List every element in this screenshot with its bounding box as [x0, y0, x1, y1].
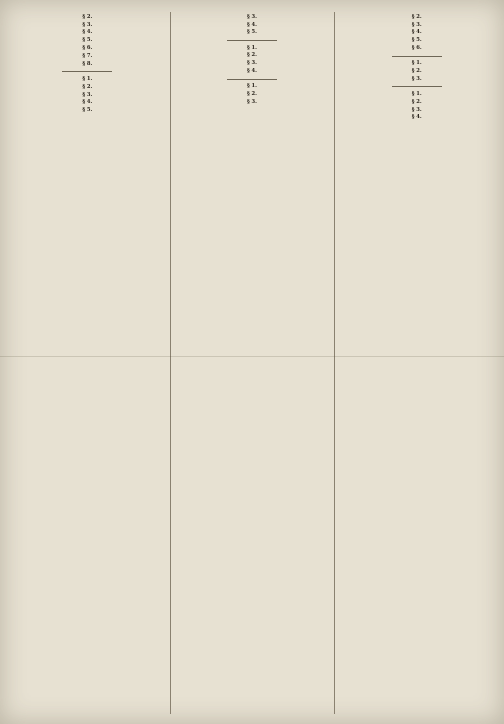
section-heading: § 3. [411, 106, 422, 113]
section-divider [227, 40, 277, 41]
column-1 [14, 12, 161, 714]
section-heading: § 1. [247, 83, 257, 90]
section-divider [392, 56, 442, 57]
page-fold [0, 356, 504, 357]
section-divider [227, 79, 277, 80]
section-heading: § 3. [247, 98, 257, 105]
column-2 [170, 12, 326, 714]
section-heading: § 2. [411, 98, 422, 105]
section-heading: § 6. [411, 45, 422, 52]
section-heading: § 8. [82, 60, 93, 67]
section-heading: § 1. [247, 44, 257, 51]
section-heading: § 3. [247, 13, 257, 20]
section-heading: § 6. [82, 45, 93, 52]
section-heading: § 4. [411, 29, 422, 36]
section-heading: § 7. [82, 53, 93, 60]
section-heading: § 3. [411, 75, 422, 82]
section-heading: § 1. [411, 60, 422, 67]
section-heading: § 3. [411, 21, 422, 28]
section-heading: § 2. [247, 90, 257, 97]
section-heading: § 2. [411, 68, 422, 75]
section-heading: § 3. [82, 21, 93, 28]
section-heading: § 5. [247, 29, 257, 36]
section-heading: § 1. [411, 90, 422, 97]
section-heading: § 4. [411, 114, 422, 121]
text-columns [14, 12, 490, 714]
section-heading: § 4. [82, 99, 93, 106]
column-3 [334, 12, 490, 714]
section-divider [62, 71, 112, 72]
section-heading: § 2. [247, 52, 257, 59]
section-heading: § 3. [247, 60, 257, 67]
section-heading: § 4. [247, 68, 257, 75]
section-heading: § 5. [411, 37, 422, 44]
section-divider [392, 86, 442, 87]
section-heading: § 2. [82, 13, 93, 20]
section-heading: § 1. [82, 75, 93, 82]
section-heading: § 2. [82, 83, 93, 90]
section-heading: § 5. [82, 107, 93, 114]
section-heading: § 2. [411, 13, 422, 20]
section-heading: § 3. [82, 91, 93, 98]
section-heading: § 5. [82, 37, 93, 44]
section-heading: § 4. [82, 29, 93, 36]
section-heading: § 4. [247, 21, 257, 28]
